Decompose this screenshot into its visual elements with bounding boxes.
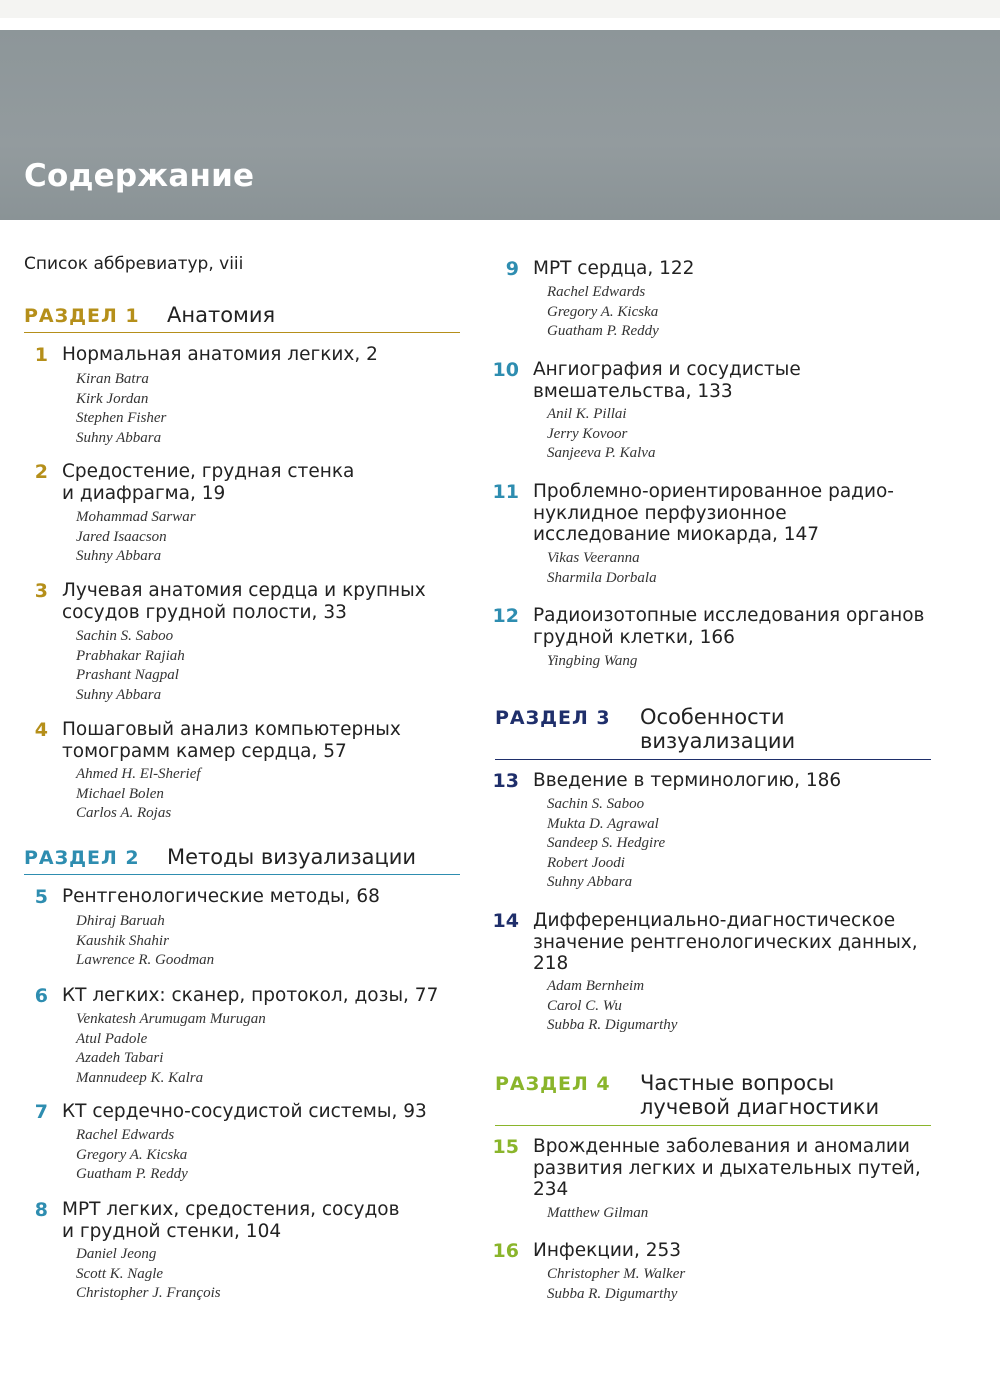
chapter-title: Введение в терминологию, 186 [533, 770, 842, 791]
chapter-title: Врожденные заболевания и аномалии развития легких и дыхательных путей, 234 [533, 1136, 921, 1200]
author: Atul Padole [76, 1030, 148, 1047]
chapter-number: 14 [492, 910, 519, 932]
chapter-title: КТ легких: сканер, протокол, дозы, 77 [62, 985, 439, 1006]
chapter-authors [547, 549, 657, 588]
chapter-authors [547, 977, 677, 1036]
author: Subba R. Digumarthy [547, 1285, 678, 1302]
author: Dhiraj Baruah [76, 913, 165, 929]
chapter-authors [547, 795, 665, 893]
section-4-title: Частные вопросы лучевой диагностики [640, 1071, 880, 1119]
chapter-authors [76, 508, 196, 567]
chapter-authors [76, 627, 185, 705]
author: Prashant Nagpal [76, 667, 179, 684]
chapter-number: 15 [492, 1136, 519, 1158]
header-banner [0, 30, 1000, 220]
abbreviations-entry[interactable]: Список аббревиатур, viii [24, 254, 244, 274]
section-1-heading [24, 305, 460, 335]
chapter-title: МРТ сердца, 122 [533, 258, 695, 279]
chapter-title: Проблемно-ориентированное радио- нуклидное перфузионное исследование миокарда, 147 [533, 481, 894, 545]
author: Lawrence R. Goodman [76, 952, 215, 969]
author: Sachin S. Saboo [547, 796, 645, 812]
author: Matthew Gilman [547, 1205, 649, 1221]
chapter-authors [76, 765, 201, 824]
chapter-authors [547, 1204, 648, 1224]
author: Guatham P. Reddy [76, 1166, 188, 1183]
section-4-label: РАЗДЕЛ 4 [495, 1073, 611, 1095]
chapter-title: МРТ легких, средостения, сосудов и грудной стенки, 104 [62, 1199, 400, 1242]
author: Sandeep S. Hedgire [547, 835, 666, 852]
section-4-heading [495, 1073, 931, 1129]
chapter-authors [547, 405, 655, 464]
author: Vikas Veeranna [547, 550, 640, 566]
author: Rachel Edwards [547, 284, 646, 300]
author: Yingbing Wang [547, 653, 638, 669]
section-2-title: Методы визуализации [167, 845, 417, 869]
author: Robert Joodi [547, 854, 625, 871]
author: Mukta D. Agrawal [547, 815, 659, 832]
section-1-label: РАЗДЕЛ 1 [24, 305, 140, 327]
chapter-authors [76, 1126, 188, 1185]
chapter-title: Лучевая анатомия сердца и крупных сосудов грудной полости, 33 [62, 580, 426, 623]
chapter-authors [547, 283, 659, 342]
chapter-number: 11 [492, 481, 519, 503]
page-title: Содержание [24, 158, 255, 194]
chapter-title: Средостение, грудная стенка и диафрагма, 19 [62, 461, 355, 504]
author: Christopher J. François [76, 1285, 221, 1302]
section-3-heading [495, 707, 931, 763]
author: Suhny Abbara [76, 686, 162, 703]
chapter-title: КТ сердечно-сосудистой системы, 93 [62, 1101, 427, 1122]
section-3-label: РАЗДЕЛ 3 [495, 707, 611, 729]
chapter-authors [76, 1010, 266, 1088]
chapter-number: 1 [34, 344, 48, 366]
section-2-heading [24, 847, 460, 877]
author: Suhny Abbara [76, 548, 162, 565]
chapter-authors [76, 912, 214, 971]
chapter-number: 12 [492, 605, 519, 627]
chapter-title: Дифференциально-диагностическое значение рентгенологических данных, 218 [533, 910, 918, 974]
author: Rachel Edwards [76, 1127, 175, 1143]
author: Gregory A. Kicska [76, 1146, 188, 1163]
chapter-title: Инфекции, 253 [533, 1240, 682, 1261]
author: Michael Bolen [76, 785, 164, 802]
chapter-number: 3 [34, 580, 48, 602]
author: Mohammad Sarwar [76, 509, 196, 525]
chapter-number: 8 [34, 1199, 48, 1221]
chapter-number: 5 [34, 886, 48, 908]
chapter-number: 13 [492, 770, 519, 792]
author: Kaushik Shahir [76, 932, 169, 949]
author: Ahmed H. El-Sherief [76, 766, 201, 782]
chapter-title: Нормальная анатомия легких, 2 [62, 344, 378, 365]
section-2-label: РАЗДЕЛ 2 [24, 847, 140, 869]
author: Subba R. Digumarthy [547, 1017, 678, 1034]
author: Jerry Kovoor [547, 425, 628, 442]
author: Stephen Fisher [76, 410, 167, 427]
author: Jared Isaacson [76, 528, 167, 545]
author: Suhny Abbara [76, 429, 162, 446]
chapter-authors [547, 1265, 685, 1304]
top-strip [0, 0, 1000, 30]
chapter-number: 16 [492, 1240, 519, 1262]
chapter-title: Ангиография и сосудистые вмешательства, 133 [533, 359, 801, 402]
author: Sachin S. Saboo [76, 628, 174, 644]
chapter-title: Пошаговый анализ компьютерных томограмм камер сердца, 57 [62, 719, 401, 762]
author: Adam Bernheim [547, 978, 645, 994]
author: Gregory A. Kicska [547, 303, 659, 320]
author: Suhny Abbara [547, 874, 633, 891]
author: Prabhakar Rajiah [76, 647, 185, 664]
author: Venkatesh Arumugam Murugan [76, 1011, 266, 1027]
chapter-title: Радиоизотопные исследования органов грудной клетки, 166 [533, 605, 925, 648]
author: Christopher M. Walker [547, 1266, 686, 1282]
chapter-number: 10 [492, 359, 519, 381]
author: Sharmila Dorbala [547, 569, 657, 586]
author: Azadeh Tabari [76, 1050, 164, 1067]
chapter-number: 6 [34, 985, 48, 1007]
chapter-title: Рентгенологические методы, 68 [62, 886, 380, 907]
author: Scott K. Nagle [76, 1265, 164, 1282]
author: Kirk Jordan [76, 390, 149, 407]
chapter-number: 2 [34, 461, 48, 483]
author: Guatham P. Reddy [547, 323, 659, 340]
chapter-authors [76, 1245, 221, 1304]
author: Kiran Batra [76, 371, 149, 387]
section-3-title: Особенности визуализации [640, 705, 796, 753]
chapter-authors [547, 652, 637, 672]
chapter-number: 9 [505, 258, 519, 280]
author: Anil K. Pillai [547, 406, 627, 422]
author: Daniel Jeong [76, 1246, 157, 1262]
author: Carlos A. Rojas [76, 805, 172, 822]
chapter-number: 7 [34, 1101, 48, 1123]
chapter-number: 4 [34, 719, 48, 741]
author: Sanjeeva P. Kalva [547, 445, 656, 462]
chapter-authors [76, 370, 166, 448]
section-1-title: Анатомия [167, 303, 276, 327]
author: Mannudeep K. Kalra [76, 1069, 204, 1086]
author: Carol C. Wu [547, 997, 622, 1014]
